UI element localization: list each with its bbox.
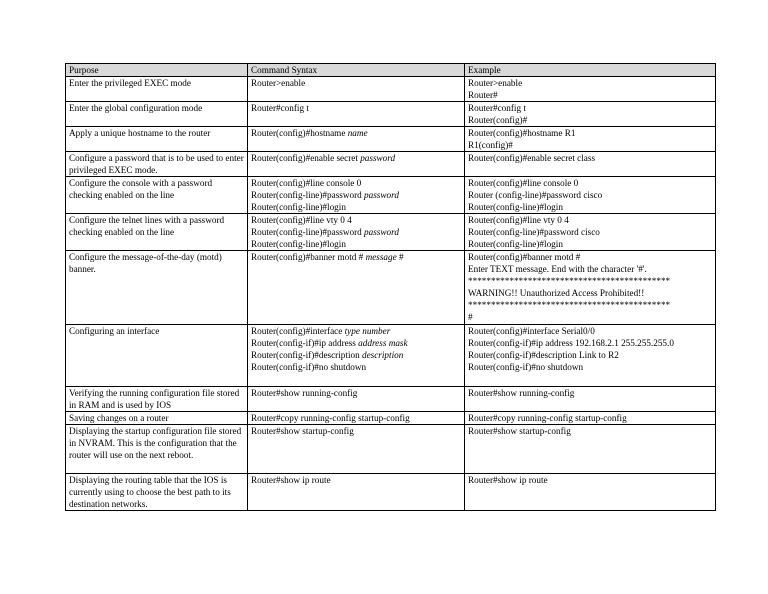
example-cell — [465, 251, 716, 325]
example-line: Router(config-if)#ip address 192.168.2.1 255.255.255.0 — [468, 338, 674, 348]
table-row — [66, 177, 716, 214]
syntax-line — [251, 201, 461, 213]
example-line: # — [468, 312, 473, 322]
purpose-cell: Displaying the routing table that the IOS is currently using to choose the best path to its destination networks. — [66, 474, 248, 511]
syntax-line — [251, 127, 461, 139]
table-row — [66, 387, 716, 412]
syntax-argument: password — [364, 227, 399, 237]
syntax-line — [251, 102, 461, 114]
purpose-cell: Configure the console with a password checking enabled on the line — [66, 177, 248, 214]
example-line: Router# — [468, 90, 498, 100]
table-row — [66, 325, 716, 387]
command-syntax-cell — [248, 152, 465, 177]
example-line: Router(config-line)#password cisco — [468, 227, 600, 237]
syntax-text: Router(config-line)#login — [251, 202, 346, 212]
table-row — [66, 102, 716, 127]
syntax-text: Router(config-line)#login — [251, 239, 346, 249]
table-row — [66, 474, 716, 511]
command-reference-table — [65, 63, 716, 511]
example-line: Router#show ip route — [468, 475, 548, 485]
example-line: Router(config-line)#login — [468, 202, 563, 212]
syntax-text: Router(config-line)#password — [251, 190, 365, 200]
syntax-argument: password — [364, 190, 399, 200]
command-syntax-cell — [248, 325, 465, 387]
command-syntax-cell — [248, 425, 465, 474]
command-syntax-cell — [248, 127, 465, 152]
example-cell — [465, 177, 716, 214]
syntax-line — [251, 387, 461, 399]
syntax-text: Router(config)#banner motd # — [251, 252, 366, 262]
example-line: R1(config)# — [468, 140, 513, 150]
purpose-cell: Configuring an interface — [66, 325, 248, 387]
table-row — [66, 152, 716, 177]
command-syntax-cell — [248, 102, 465, 127]
syntax-line — [251, 474, 461, 486]
example-line: Router(config)#line vty 0 4 — [468, 215, 569, 225]
header-example: Example — [465, 64, 716, 77]
example-cell — [465, 474, 716, 511]
example-line: Router(config-line)#login — [468, 239, 563, 249]
example-cell — [465, 214, 716, 251]
purpose-cell: Configure a password that is to be used to enter privileged EXEC mode. — [66, 152, 248, 177]
table-row — [66, 251, 716, 325]
syntax-text: Router(config-line)#password — [251, 227, 365, 237]
command-syntax-cell — [248, 177, 465, 214]
table-row — [66, 412, 716, 425]
syntax-line — [251, 425, 461, 437]
command-syntax-cell — [248, 251, 465, 325]
purpose-cell: Verifying the running configuration file stored in RAM and is used by IOS — [66, 387, 248, 412]
syntax-line — [251, 226, 461, 238]
syntax-text: # — [396, 252, 404, 262]
purpose-cell: Configure the message-of-the-day (motd) banner. — [66, 251, 248, 325]
example-line: WARNING!! Unauthorized Access Prohibited!! — [468, 288, 645, 298]
syntax-line — [251, 325, 461, 337]
example-line: Router(config)#hostname R1 — [468, 128, 576, 138]
example-line: Router (config-line)#password cisco — [468, 190, 603, 200]
example-line: ******************************************** — [468, 300, 671, 310]
table-body — [66, 77, 716, 511]
syntax-line — [251, 238, 461, 250]
example-line: Router(config-if)#no shutdown — [468, 362, 584, 372]
syntax-text: Router#copy running-config startup-config — [251, 413, 410, 423]
syntax-line — [251, 251, 461, 263]
header-command-syntax: Command Syntax — [248, 64, 465, 77]
example-line: Router(config)# — [468, 115, 528, 125]
syntax-line — [251, 214, 461, 226]
syntax-text: Router(config)#line vty 0 4 — [251, 215, 352, 225]
command-syntax-cell — [248, 214, 465, 251]
syntax-argument: type number — [344, 326, 391, 336]
example-line: Router#show startup-config — [468, 426, 571, 436]
header-row — [66, 64, 716, 77]
example-cell — [465, 127, 716, 152]
table-row — [66, 77, 716, 102]
example-line: Router#show running-config — [468, 388, 575, 398]
syntax-line — [251, 412, 461, 424]
syntax-text: Router#show ip route — [251, 475, 331, 485]
header-purpose: Purpose — [66, 64, 248, 77]
command-syntax-cell — [248, 387, 465, 412]
purpose-cell: Enter the privileged EXEC mode — [66, 77, 248, 102]
command-syntax-cell — [248, 474, 465, 511]
syntax-argument: name — [347, 128, 368, 138]
example-line: Router(config)#enable secret class — [468, 153, 596, 163]
command-syntax-cell — [248, 77, 465, 102]
syntax-argument: message — [365, 252, 397, 262]
syntax-text: Router(config)#interface — [251, 326, 345, 336]
example-line: Router(config)#line console 0 — [468, 178, 579, 188]
purpose-cell: Saving changes on a router — [66, 412, 248, 425]
syntax-line — [251, 77, 461, 89]
example-line: Router#config t — [468, 103, 526, 113]
example-line: Router(config)#banner motd # — [468, 252, 581, 262]
syntax-text: Router#show startup-config — [251, 426, 354, 436]
example-cell — [465, 77, 716, 102]
command-syntax-cell — [248, 412, 465, 425]
syntax-text: Router#config t — [251, 103, 309, 113]
example-cell — [465, 387, 716, 412]
syntax-text: Router#show running-config — [251, 388, 358, 398]
syntax-text: Router(config)#line console 0 — [251, 178, 362, 188]
syntax-text: Router(config-if)#ip address — [251, 338, 359, 348]
syntax-text: Router(config)#hostname — [251, 128, 348, 138]
purpose-cell: Apply a unique hostname to the router — [66, 127, 248, 152]
syntax-text: Router(config)#enable secret — [251, 153, 361, 163]
example-line: Enter TEXT message. End with the character '#'. — [468, 264, 647, 274]
syntax-text: Router(config-if)#no shutdown — [251, 362, 367, 372]
example-line: ******************************************** — [468, 276, 671, 286]
example-line: Router(config)#interface Serial0/0 — [468, 326, 595, 336]
syntax-argument: password — [360, 153, 396, 163]
example-line: Router#copy running-config startup-config — [468, 413, 627, 423]
syntax-text: Router(config-if)#description — [251, 350, 362, 360]
syntax-line — [251, 177, 461, 189]
syntax-line — [251, 349, 461, 361]
syntax-line — [251, 337, 461, 349]
example-line: Router(config-if)#description Link to R2 — [468, 350, 619, 360]
syntax-argument: description — [361, 350, 404, 360]
example-cell — [465, 425, 716, 474]
purpose-cell: Displaying the startup configuration file stored in NVRAM. This is the configuration that the router will use on the next reboot. — [66, 425, 248, 474]
purpose-cell: Enter the global configuration mode — [66, 102, 248, 127]
table-row — [66, 214, 716, 251]
syntax-line — [251, 361, 461, 373]
example-cell — [465, 102, 716, 127]
example-cell — [465, 412, 716, 425]
syntax-text: Router>enable — [251, 78, 306, 88]
table-row — [66, 425, 716, 474]
syntax-argument: address mask — [358, 338, 408, 348]
example-cell — [465, 325, 716, 387]
syntax-line — [251, 189, 461, 201]
table-row — [66, 127, 716, 152]
syntax-line — [251, 152, 461, 164]
purpose-cell: Configure the telnet lines with a password checking enabled on the line — [66, 214, 248, 251]
example-line: Router>enable — [468, 78, 523, 88]
example-cell — [465, 152, 716, 177]
